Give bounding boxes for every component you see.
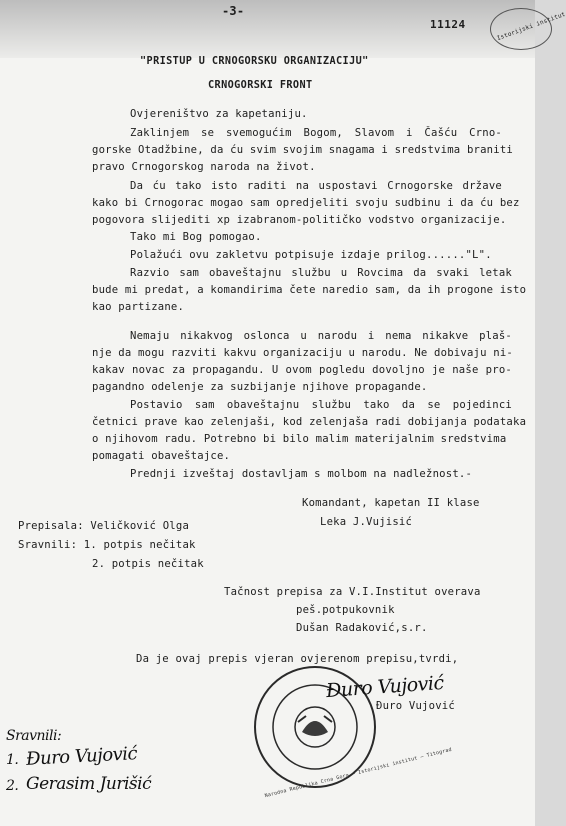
bottom-compared-label: Sravnili: (6, 728, 62, 744)
bottom-signature-2: Gerasim Jurišić (26, 774, 152, 794)
commander-name: Leka J.Vujisić (320, 516, 413, 528)
verification-line: Da je ovaj prepis vjeran ovjerenom prepisu,tvrdi, (136, 653, 459, 665)
salutation: Ovjereništvo za kapetaniju. (130, 108, 308, 120)
paragraph-7-line-1: Postavio sam obaveštajnu službu tako da se pojedinci (130, 399, 512, 411)
paragraph-6-line-1: Nemaju nikakvog oslonca u narodu i nema nikakve plaš- (130, 330, 512, 342)
bottom-compared-number-2: 2. (6, 778, 19, 794)
document-number: 11124 (430, 18, 466, 31)
paragraph-4: Polažući ovu zakletvu potpisuje izdaje prilog......"L". (130, 249, 492, 261)
bottom-signature-1: Đuro Vujović (25, 743, 138, 770)
paragraph-5-line-3: kao partizane. (92, 301, 185, 313)
page-number: -3- (222, 4, 245, 18)
transcribed-by: Prepisala: Veličković Olga (18, 520, 190, 532)
paragraph-5-line-2: bude mi predat, a komandirima čete naredio sam, da ih progone isto (92, 284, 527, 296)
paragraph-8: Prednji izveštaj dostavljam s molbom na nadležnost.- (130, 468, 473, 480)
paragraph-7-line-3: o njihovom radu. Potrebno bi bilo malim materijalnim sredstvima (92, 433, 507, 445)
certification-line-2: peš.potpukovnik (296, 604, 395, 616)
top-stamp-text: Istorijski institut (495, 10, 566, 43)
commander-title: Komandant, kapetan II klase (302, 497, 480, 509)
paragraph-1-line-1: Zaklinjem se svemogućim Bogom, Slavom i Čašću Crno- (130, 127, 502, 139)
paragraph-1-line-2: gorske Otadžbine, da ću svim svojim snagama i sredstvima braniti (92, 144, 513, 156)
round-stamp-text: Narodna Republika Crna Gora — Istorijski institut — Titograd (264, 746, 453, 800)
paragraph-2-line-3: pogovora slijediti xp izabranom-političko vodstvo organizacije. (92, 214, 507, 226)
certification-line-3: Dušan Radaković,s.r. (296, 622, 428, 634)
paragraph-6-line-3: kakav novac za propagandu. U ovom pogledu dovoljno je naše pro- (92, 364, 512, 376)
verifier-signature: Đuro Vujović (325, 671, 445, 703)
compared-by-2: 2. potpis nečitak (92, 558, 204, 570)
document-title: "PRISTUP U CRNOGORSKU ORGANIZACIJU" (140, 56, 369, 67)
document-subtitle: CRNOGORSKI FRONT (208, 80, 313, 91)
paragraph-7-line-4: pomagati obaveštajce. (92, 450, 231, 462)
paragraph-3: Tako mi Bog pomogao. (130, 231, 262, 243)
paragraph-5-line-1: Razvio sam obaveštajnu službu u Rovcima da svaki letak (130, 267, 512, 279)
paragraph-6-line-2: nje da mogu razviti kakvu organizaciju u narodu. Ne dobivaju ni- (92, 347, 513, 359)
top-stamp (490, 8, 566, 50)
paragraph-7-line-2: četnici prave kao zelenjaši, kod zelenjaša radi dobijanja podataka (92, 416, 527, 428)
compared-by-1: Sravnili: 1. potpis nečitak (18, 539, 196, 551)
paragraph-2-line-2: kako bi Crnogorac mogao sam opredjeliti svoju sudbinu i da ću bez (92, 197, 520, 209)
paragraph-1-line-3: pravo Crnogorskog naroda na život. (92, 161, 316, 173)
bottom-compared-number-1: 1. (6, 752, 19, 768)
certification-line-1: Tačnost prepisa za V.I.Institut overava (224, 586, 481, 598)
verifier-name: Đuro Vujović (376, 700, 455, 712)
paragraph-2-line-1: Da ću tako isto raditi na uspostavi Crnogorske države (130, 180, 502, 192)
paragraph-6-line-4: pagandno odelenje za suzbijanje njihove propagande. (92, 381, 428, 393)
